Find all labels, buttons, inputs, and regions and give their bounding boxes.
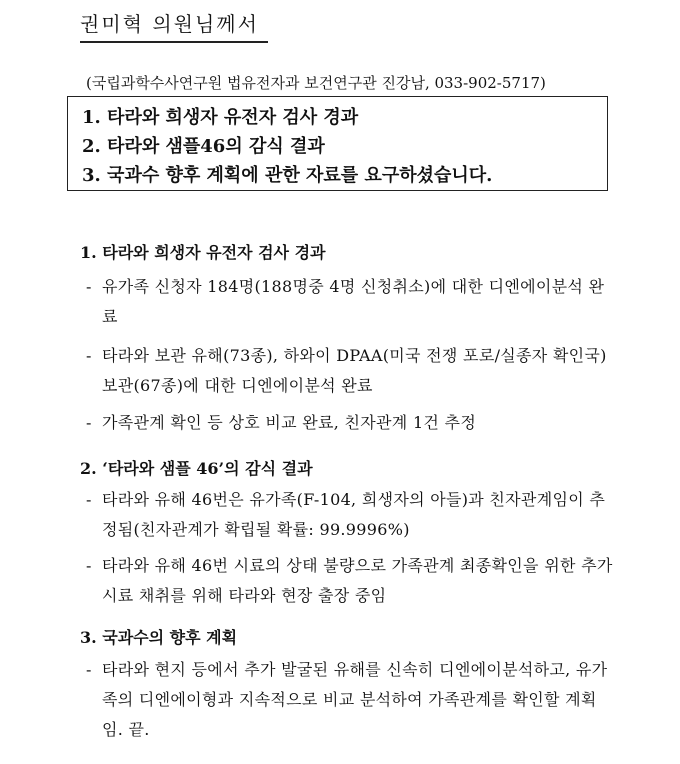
bullet-text: 타라와 현지 등에서 추가 발굴된 유해를 신속히 디엔에이분석하고, 유가족의 디엔에이형과 지속적으로 비교 분석하여 가족관계를 확인할 계획임. 끝. [102,660,608,739]
bullet-dash: - [86,490,92,509]
request-item: 2. 타라와 샘플46의 감식 결과 [82,136,325,157]
bullet-dash: - [86,277,92,296]
bullet-item [86,485,614,545]
request-summary-box [67,96,608,191]
bullet-text: 가족관계 확인 등 상호 비교 완료, 친자관계 1건 추정 [102,413,477,432]
bullet-text: 유가족 신청자 184명(188명중 4명 신청취소)에 대한 디엔에이분석 완료 [102,277,605,326]
bullet-text: 타라와 유해 46번은 유가족(F-104, 희생자의 아들)과 친자관계임이 추정됨(친자관계가 확립될 확률: 99.9996%) [102,490,606,539]
bullet-text: 타라와 보관 유해(73종), 하와이 DPAA(미국 전쟁 포로/실종자 확인국) 보관(67종)에 대한 디엔에이분석 완료 [102,346,607,395]
bullet-dash: - [86,413,92,432]
source-line: (국립과학수사연구원 법유전자과 보건연구관 진강남, 033-902-5717) [86,74,546,92]
recipient-title: 권미혁 의원님께서 [80,8,268,43]
request-item: 1. 타라와 희생자 유전자 검사 경과 [82,107,359,128]
bullet-dash: - [86,346,92,365]
section-heading: 1. 타라와 희생자 유전자 검사 경과 [80,243,326,262]
bullet-item [86,341,614,401]
request-item: 3. 국과수 향후 계획에 관한 자료를 요구하셨습니다. [82,165,493,186]
section-heading: 2. ‘타라와 샘플 46’의 감식 결과 [80,459,313,478]
bullet-dash: - [86,556,92,575]
bullet-text: 타라와 유해 46번 시료의 상태 불량으로 가족관계 최종확인을 위한 추가 시료 채취를 위해 타라와 현장 출장 중임 [102,556,613,605]
section-heading: 3. 국과수의 향후 계획 [80,628,238,647]
bullet-item [86,551,614,611]
bullet-item [86,272,614,332]
bullet-dash: - [86,660,92,679]
bullet-item [86,408,614,438]
bullet-item [86,655,614,745]
